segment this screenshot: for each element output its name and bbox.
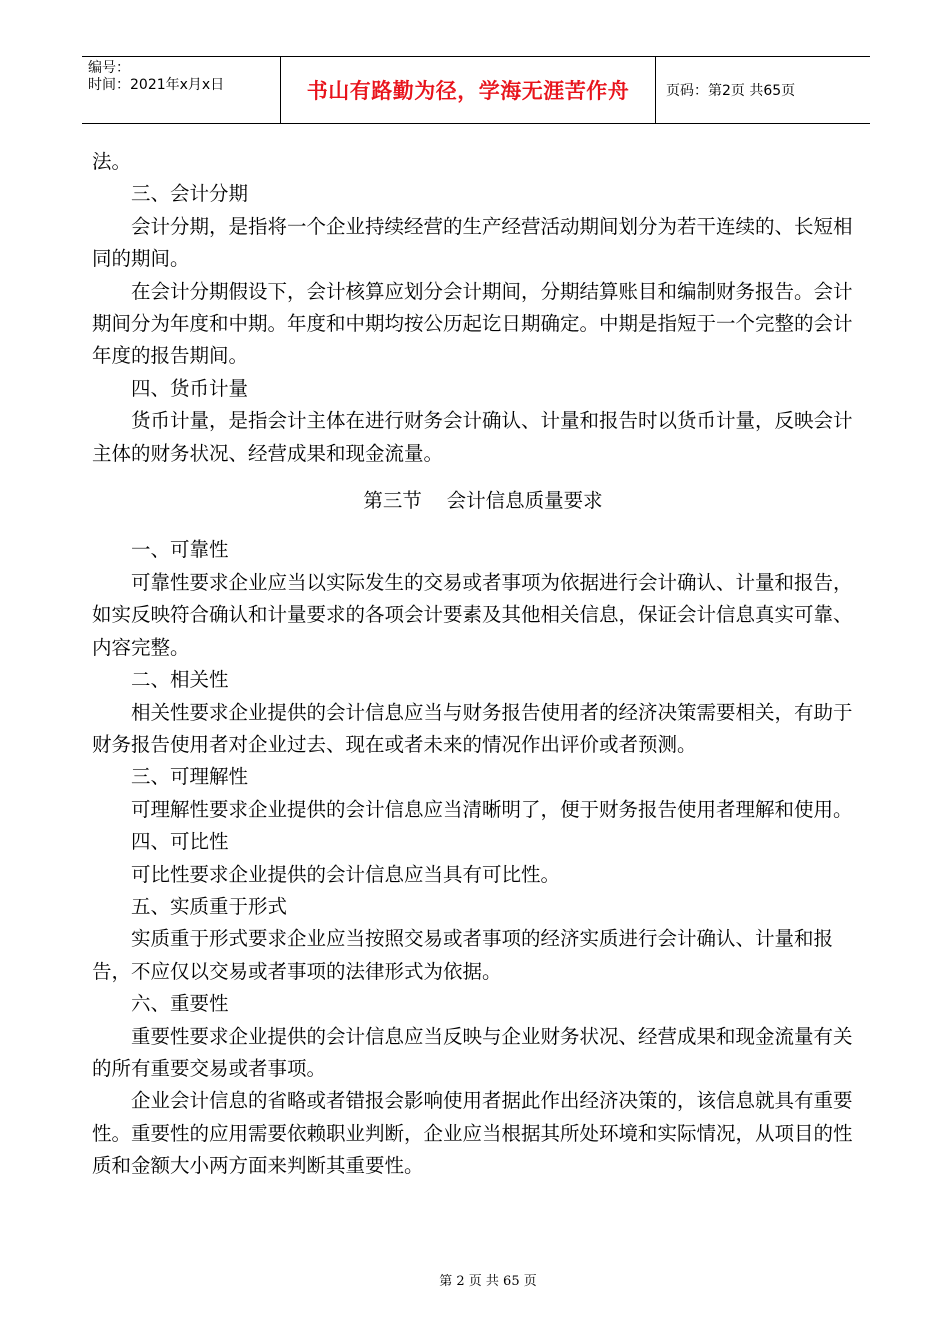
paragraph: 重要性要求企业提供的会计信息应当反映与企业财务状况、经营成果和现金流量有关的所有重要交易或者事项。 bbox=[92, 1024, 853, 1080]
paragraph: 可理解性要求企业提供的会计信息应当清晰明了，便于财务报告使用者理解和使用。 bbox=[131, 797, 853, 821]
subheading: 三、可理解性 bbox=[131, 765, 249, 789]
subheading: 四、货币计量 bbox=[131, 376, 249, 400]
document-time-label: 时间：2021年x月x日 bbox=[88, 77, 225, 93]
subheading: 三、会计分期 bbox=[131, 182, 249, 206]
paragraph: 可比性要求企业提供的会计信息应当具有可比性。 bbox=[131, 862, 561, 886]
paragraph: 在会计分期假设下，会计核算应划分会计期间，分期结算账目和编制财务报告。会计期间分为年度和中期。年度和中期均按公历起讫日期确定。中期是指短于一个完整的会计年度的报告期间。 bbox=[92, 279, 853, 368]
document-number-label: 编号： bbox=[88, 60, 130, 76]
paragraph: 法。 bbox=[92, 150, 132, 173]
paragraph: 实质重于形式要求企业应当按照交易或者事项的经济实质进行会计确认、计量和报告，不应仅以交易或者事项的法律形式为依据。 bbox=[92, 927, 834, 983]
paragraph: 会计分期，是指将一个企业持续经营的生产经营活动期间划分为若干连续的、长短相同的期间。 bbox=[92, 214, 853, 271]
subheading: 五、实质重于形式 bbox=[131, 894, 288, 918]
subheading: 一、可靠性 bbox=[131, 538, 229, 562]
subheading: 六、重要性 bbox=[131, 992, 229, 1016]
paragraph: 企业会计信息的省略或者错报会影响使用者据此作出经济决策的，该信息就具有重要性。重要性的应用需要依赖职业判断，企业应当根据其所处环境和实际情况，从项目的性质和金额大小两方面来判断其重要性。 bbox=[92, 1089, 853, 1178]
paragraph: 货币计量，是指会计主体在进行财务会计确认、计量和报告时以货币计量，反映会计主体的财务状况、经营成果和现金流量。 bbox=[92, 409, 853, 465]
document-body bbox=[92, 146, 862, 1183]
section-title bbox=[92, 485, 862, 517]
subheading: 四、可比性 bbox=[131, 830, 229, 854]
header-meta bbox=[82, 57, 281, 123]
section-title-text: 第三节 会计信息质量要求 bbox=[363, 489, 603, 513]
paragraph: 可靠性要求企业应当以实际发生的交易或者事项为依据进行会计确认、计量和报告，如实反映符合确认和计量要求的各项会计要素及其他相关信息，保证会计信息真实可靠、内容完整。 bbox=[92, 570, 853, 659]
page-footer: 第 2 页 共 65 页 bbox=[439, 1274, 537, 1289]
paragraph: 相关性要求企业提供的会计信息应当与财务报告使用者的经济决策需要相关，有助于财务报告使用者对企业过去、现在或者未来的情况作出评价或者预测。 bbox=[92, 700, 853, 756]
subheading: 二、相关性 bbox=[131, 668, 229, 692]
header-motto: 书山有路勤为径，学海无涯苦作舟 bbox=[281, 57, 656, 123]
document-header bbox=[82, 56, 870, 124]
header-page-info: 页码：第2页 共65页 bbox=[666, 83, 796, 99]
